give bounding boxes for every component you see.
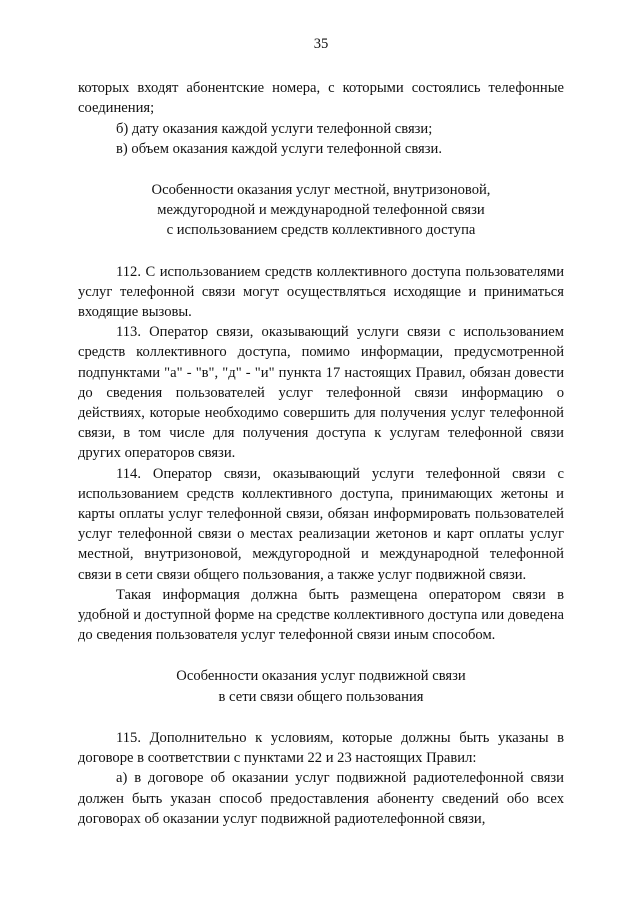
- document-page: [78, 34, 564, 829]
- spacer: [78, 159, 564, 180]
- heading-line: Особенности оказания услуг местной, внутризоновой,: [151, 182, 491, 199]
- section-heading-collective-access: [78, 180, 564, 241]
- paragraph-113: 113. Оператор связи, оказывающий услуги связи с использованием средств коллективного доступа, помимо информации, предусмотренной подпунктами "а" - "в", "д" - "и" пункта 17 настоящих Правил, обязан довести до сведения пользователей услуг телефонной связи информацию о действиях, которые необходимо совершить для получения услуг телефонной связи, в том числе для получения доступа к услугам телефонной связи других операторов связи.: [78, 324, 564, 462]
- paragraph-115-a: а) в договоре об оказании услуг подвижной радиотелефонной связи должен быть указан способ предоставления абоненту сведений обо всех договорах об оказании услуг подвижной радиотелефонной связи,: [78, 770, 564, 827]
- heading-line: в сети связи общего пользования: [218, 688, 424, 705]
- paragraph-continuation: которых входят абонентские номера, с которыми состоялись телефонные соединения;: [78, 80, 564, 117]
- paragraph-114-continued: Такая информация должна быть размещена оператором связи в удобной и доступной форме на средстве коллективного доступа или доведена до сведения пользователя услуг телефонной связи иным способом.: [78, 586, 564, 644]
- list-item-v: в) объем оказания каждой услуги телефонной связи.: [116, 140, 442, 157]
- section-heading-mobile-communication: [78, 666, 564, 706]
- list-item-b: б) дату оказания каждой услуги телефонной связи;: [116, 120, 433, 137]
- heading-line: Особенности оказания услуг подвижной связи: [176, 668, 466, 685]
- paragraph-114: 114. Оператор связи, оказывающий услуги телефонной связи с использованием средств коллективного доступа, принимающих жетоны и карты оплаты услуг телефонной связи, обязан информировать пользователей услуг телефонной связи о местах реализации жетонов и карт оплаты услуг местной, внутризоновой, междугородной и международной телефонной связи в сети связи общего пользования, а также услуг подвижной связи.: [78, 465, 564, 583]
- spacer: [78, 241, 564, 262]
- paragraph-115: 115. Дополнительно к условиям, которые должны быть указаны в договоре в соответствии с пунктами 22 и 23 настоящих Правил:: [78, 729, 564, 767]
- heading-line: междугородной и международной телефонной связи: [157, 202, 485, 219]
- paragraph-112: 112. С использованием средств коллективного доступа пользователями услуг телефонной связи могут осуществляться исходящие и приниматься входящие вызовы.: [78, 263, 564, 321]
- spacer: [78, 645, 564, 666]
- page-number: 35: [313, 36, 329, 52]
- spacer: [78, 707, 564, 728]
- heading-line: с использованием средств коллективного доступа: [166, 222, 476, 239]
